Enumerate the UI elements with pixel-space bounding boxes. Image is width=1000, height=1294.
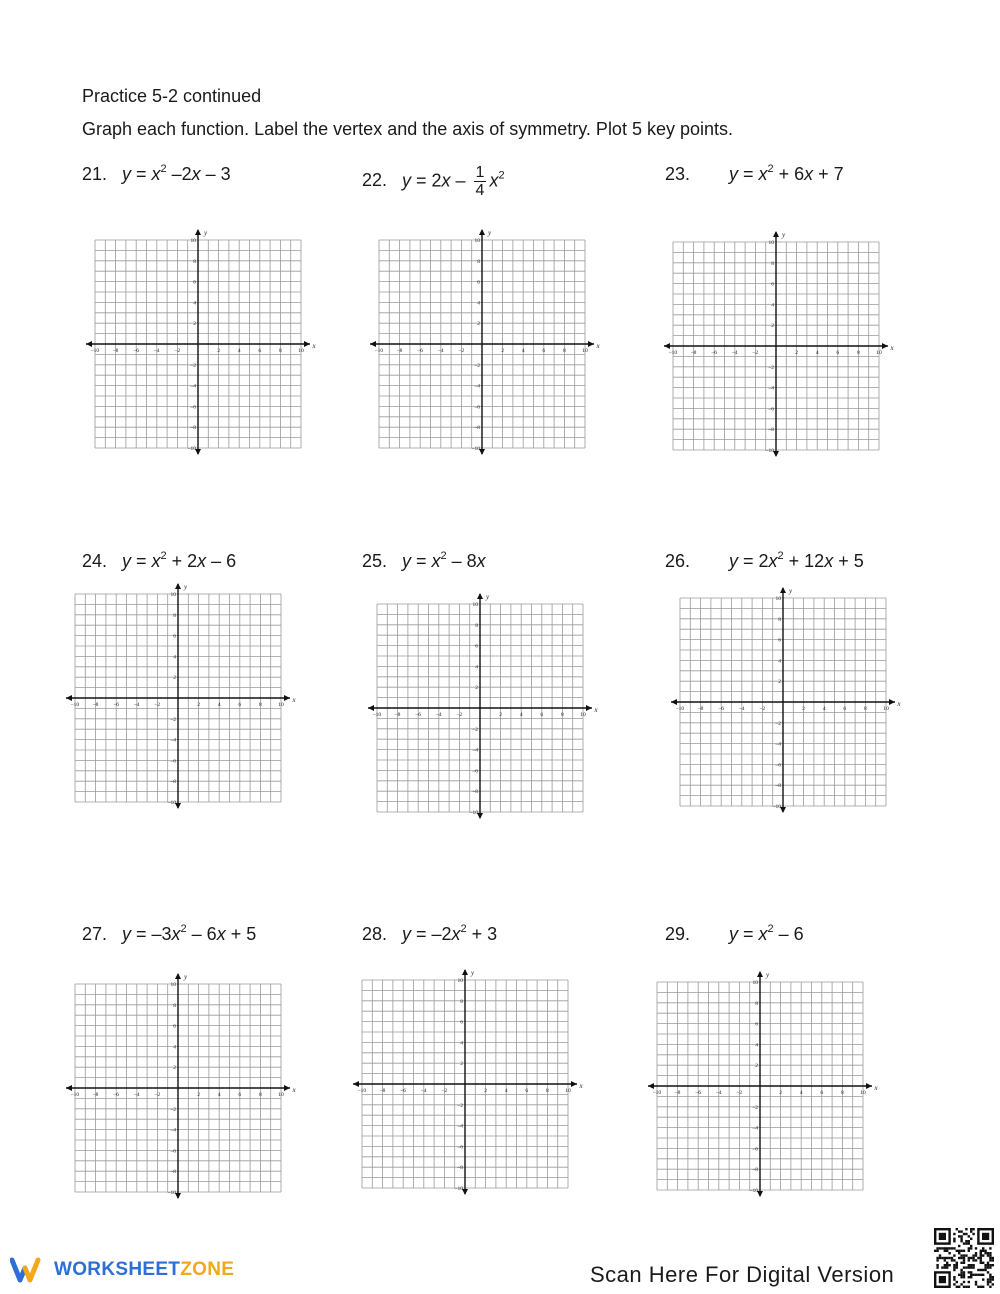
- equation-text: + 12: [783, 551, 825, 571]
- y-tick-label: –6: [472, 768, 478, 775]
- y-tick-label: 2: [778, 679, 781, 686]
- x-tick-label: –6: [113, 702, 119, 708]
- coordinate-grid[interactable]: [640, 968, 880, 1198]
- x-tick-label: –2: [154, 702, 161, 708]
- coordinate-grid[interactable]: [58, 580, 298, 810]
- y-tick-label: 8: [460, 998, 463, 1005]
- y-tick-label: 4: [173, 1044, 176, 1051]
- x-axis-label: x: [596, 342, 600, 350]
- problem-equation: [362, 164, 505, 199]
- coordinate-grid[interactable]: [360, 590, 600, 820]
- problem-equation: [362, 924, 497, 945]
- equation-text: + 5: [833, 551, 864, 571]
- x-tick-label: –6: [718, 706, 724, 712]
- exponent: 2: [498, 169, 505, 182]
- y-tick-label: –2: [472, 726, 478, 733]
- x-tick-label: –10: [668, 350, 678, 356]
- exponent: 2: [767, 163, 774, 175]
- y-tick-label: –2: [190, 362, 196, 369]
- y-tick-label: 2: [477, 321, 480, 328]
- x-tick-label: –10: [675, 706, 685, 712]
- y-tick-label: –2: [457, 1102, 463, 1109]
- y-tick-label: 6: [475, 643, 478, 650]
- x-axis-label: x: [292, 1086, 296, 1094]
- y-tick-label: 10: [775, 596, 781, 602]
- y-axis-label: y: [204, 229, 208, 237]
- y-tick-label: –6: [457, 1144, 463, 1151]
- qr-code-icon[interactable]: [934, 1228, 994, 1288]
- x-tick-label: –8: [396, 348, 403, 354]
- problem-number: 28.: [362, 924, 388, 944]
- x-tick-label: –8: [674, 1090, 681, 1096]
- x-tick-label: 8: [857, 350, 860, 356]
- equation-text: =: [131, 164, 152, 184]
- y-tick-label: 4: [477, 300, 480, 307]
- y-tick-label: –4: [190, 383, 196, 390]
- x-tick-label: 10: [860, 1090, 866, 1096]
- equation-text: =: [131, 551, 152, 571]
- x-tick-label: –6: [400, 1088, 406, 1094]
- y-tick-label: –8: [768, 427, 774, 434]
- y-tick-label: –4: [170, 737, 176, 744]
- variable: x: [431, 551, 441, 571]
- variable: x: [441, 170, 451, 191]
- problem-equation: [362, 551, 486, 572]
- y-tick-label: –8: [775, 783, 781, 790]
- variable: x: [804, 164, 814, 184]
- y-tick-label: –6: [775, 762, 781, 769]
- x-tick-label: –2: [752, 350, 759, 356]
- problem-number: 26.: [665, 551, 691, 571]
- variable: x: [151, 164, 161, 184]
- x-tick-label: –6: [695, 1090, 701, 1096]
- coordinate-grid[interactable]: [656, 228, 896, 458]
- x-tick-label: –2: [456, 712, 463, 718]
- y-tick-label: 8: [477, 258, 480, 265]
- y-tick-label: 2: [173, 675, 176, 682]
- y-tick-label: 4: [778, 658, 781, 665]
- equation-text: + 7: [813, 164, 844, 184]
- variable: y: [402, 170, 411, 191]
- x-tick-label: 2: [795, 350, 798, 356]
- y-tick-label: 8: [475, 622, 478, 629]
- y-tick-label: 8: [755, 1000, 758, 1007]
- variable: y: [729, 164, 738, 184]
- x-tick-label: –10: [374, 348, 384, 354]
- x-tick-label: 6: [542, 348, 546, 354]
- x-tick-label: 10: [565, 1088, 571, 1094]
- problem-number: 29.: [665, 924, 691, 944]
- variable: x: [451, 924, 461, 944]
- y-tick-label: 6: [193, 279, 196, 286]
- x-tick-label: 2: [197, 1092, 200, 1098]
- x-tick-label: –6: [711, 350, 717, 356]
- y-tick-label: –4: [768, 385, 774, 392]
- variable: x: [489, 170, 499, 191]
- problem-number: 27.: [82, 924, 108, 944]
- y-tick-label: 2: [193, 321, 196, 328]
- x-tick-label: 8: [563, 348, 566, 354]
- y-tick-label: –2: [775, 720, 781, 727]
- x-tick-label: 10: [580, 712, 586, 718]
- x-tick-label: 8: [561, 712, 564, 718]
- x-tick-label: 6: [820, 1090, 824, 1096]
- x-tick-label: –10: [70, 1092, 80, 1098]
- y-tick-label: –4: [775, 741, 781, 748]
- y-tick-label: 8: [193, 258, 196, 265]
- x-tick-label: –4: [739, 706, 745, 712]
- y-tick-label: –8: [170, 779, 176, 786]
- worksheet-title: Practice 5-2 continued: [82, 86, 262, 106]
- y-tick-label: 8: [173, 1002, 176, 1009]
- equation-text: =: [738, 924, 759, 944]
- x-axis-label: x: [890, 344, 894, 352]
- x-tick-label: 4: [504, 1088, 508, 1094]
- y-tick-label: 6: [755, 1021, 758, 1028]
- x-tick-label: 8: [841, 1090, 844, 1096]
- x-tick-label: –4: [134, 702, 140, 708]
- x-tick-label: –2: [441, 1088, 448, 1094]
- x-tick-label: 8: [864, 706, 867, 712]
- x-tick-label: 4: [521, 348, 525, 354]
- y-tick-label: 10: [190, 238, 196, 244]
- x-tick-label: 2: [217, 348, 220, 354]
- y-tick-label: –8: [457, 1165, 463, 1172]
- coordinate-grid[interactable]: [362, 226, 602, 456]
- fraction: $\frac{1}{4}$: [475, 164, 485, 199]
- x-tick-label: –2: [736, 1090, 743, 1096]
- equation-text: – 8: [446, 551, 477, 571]
- variable: y: [402, 551, 411, 571]
- variable: y: [402, 924, 411, 944]
- x-tick-label: –6: [417, 348, 423, 354]
- problem-number: 22.: [362, 170, 388, 191]
- x-axis-label: x: [292, 696, 296, 704]
- x-tick-label: –2: [458, 348, 465, 354]
- y-tick-label: 2: [173, 1065, 176, 1072]
- equation-text: =: [411, 551, 432, 571]
- equation-text: – 6: [186, 924, 217, 944]
- y-tick-label: 6: [477, 279, 480, 286]
- x-tick-label: –8: [92, 1092, 99, 1098]
- variable: x: [197, 551, 207, 571]
- variable: x: [768, 551, 778, 571]
- y-tick-label: –4: [474, 383, 480, 390]
- equation-text: = 2: [411, 170, 442, 191]
- x-tick-label: 10: [876, 350, 882, 356]
- x-tick-label: 4: [822, 706, 826, 712]
- y-tick-label: 6: [771, 281, 774, 288]
- y-axis-label: y: [766, 971, 770, 979]
- coordinate-grid[interactable]: [663, 584, 903, 814]
- problem-number: 21.: [82, 164, 108, 184]
- y-tick-label: 8: [778, 616, 781, 623]
- x-axis-label: x: [874, 1084, 878, 1092]
- y-tick-label: –6: [170, 1148, 176, 1155]
- y-tick-label: 10: [170, 982, 176, 988]
- equation-text: – 6: [206, 551, 237, 571]
- exponent: 2: [160, 550, 167, 562]
- exponent: 2: [180, 923, 187, 935]
- x-tick-label: 8: [279, 348, 282, 354]
- y-tick-label: 10: [768, 240, 774, 246]
- x-tick-label: –6: [113, 1092, 119, 1098]
- y-tick-label: –4: [457, 1123, 463, 1130]
- y-axis-label: y: [184, 973, 188, 981]
- y-axis-label: y: [486, 593, 490, 601]
- x-tick-label: –10: [70, 702, 80, 708]
- y-tick-label: –6: [170, 758, 176, 765]
- y-tick-label: –8: [170, 1169, 176, 1176]
- x-tick-label: 4: [799, 1090, 803, 1096]
- problem-equation: [665, 164, 844, 185]
- problem-number: 24.: [82, 551, 108, 571]
- variable: x: [191, 164, 201, 184]
- y-tick-label: 10: [457, 978, 463, 984]
- equation-text: =: [738, 164, 759, 184]
- x-tick-label: –8: [92, 702, 99, 708]
- variable: y: [729, 551, 738, 571]
- equation-text: = –3: [131, 924, 172, 944]
- y-tick-label: –10: [765, 448, 774, 454]
- variable: x: [171, 924, 181, 944]
- x-axis-label: x: [897, 700, 901, 708]
- y-tick-label: 4: [475, 664, 478, 671]
- x-tick-label: 10: [298, 348, 304, 354]
- scan-caption: Scan Here For Digital Version: [590, 1262, 895, 1287]
- y-tick-label: 6: [778, 637, 781, 644]
- y-axis-label: y: [782, 231, 786, 239]
- x-tick-label: –2: [174, 348, 181, 354]
- equation-text: + 3: [466, 924, 498, 944]
- y-tick-label: 4: [755, 1042, 758, 1049]
- worksheetzone-logo: [10, 1256, 234, 1284]
- equation-text: = –2: [411, 924, 452, 944]
- y-tick-label: 8: [173, 612, 176, 619]
- y-tick-label: –2: [768, 364, 774, 371]
- y-tick-label: –6: [752, 1146, 758, 1153]
- x-tick-label: –4: [716, 1090, 722, 1096]
- y-tick-label: –2: [752, 1104, 758, 1111]
- logo-text: WORKSHEETZONE: [54, 1259, 235, 1280]
- x-tick-label: –4: [154, 348, 160, 354]
- x-tick-label: –8: [690, 350, 697, 356]
- y-tick-label: –4: [170, 1127, 176, 1134]
- y-tick-label: –10: [454, 1186, 463, 1192]
- x-tick-label: –10: [90, 348, 100, 354]
- x-tick-label: 6: [843, 706, 847, 712]
- x-tick-label: 2: [802, 706, 805, 712]
- y-tick-label: –10: [187, 446, 196, 452]
- variable: x: [151, 551, 161, 571]
- x-tick-label: 10: [883, 706, 889, 712]
- problem-equation: [82, 924, 256, 945]
- coordinate-grid[interactable]: [58, 970, 298, 1200]
- equation-text: –2: [166, 164, 192, 184]
- y-tick-label: 8: [771, 260, 774, 267]
- y-tick-label: 6: [173, 1023, 176, 1030]
- equation-text: – 6: [773, 924, 804, 944]
- x-tick-label: –2: [154, 1092, 161, 1098]
- x-tick-label: 6: [258, 348, 262, 354]
- x-tick-label: –4: [436, 712, 442, 718]
- variable: x: [758, 164, 768, 184]
- exponent: 2: [160, 163, 167, 175]
- problem-number: 23.: [665, 164, 691, 184]
- x-tick-label: 4: [519, 712, 523, 718]
- equation-text: = 2: [738, 551, 769, 571]
- y-tick-label: 4: [771, 302, 774, 309]
- y-tick-label: 2: [771, 323, 774, 330]
- y-tick-label: 6: [460, 1019, 463, 1026]
- y-axis-label: y: [488, 229, 492, 237]
- x-tick-label: –2: [759, 706, 766, 712]
- x-tick-label: –4: [732, 350, 738, 356]
- y-tick-label: 2: [755, 1063, 758, 1070]
- x-tick-label: 2: [779, 1090, 782, 1096]
- worksheet-instructions: Graph each function. Label the vertex and the axis of symmetry. Plot 5 key points.: [82, 119, 734, 139]
- y-tick-label: –6: [190, 404, 196, 411]
- x-tick-label: –8: [394, 712, 401, 718]
- y-tick-label: –2: [170, 716, 176, 723]
- exponent: 2: [460, 923, 467, 935]
- y-axis-label: y: [471, 969, 475, 977]
- x-tick-label: 2: [484, 1088, 487, 1094]
- logo-w-icon: [10, 1256, 48, 1284]
- x-tick-label: –4: [134, 1092, 140, 1098]
- y-tick-label: –10: [167, 1190, 176, 1196]
- y-tick-label: 10: [170, 592, 176, 598]
- y-tick-label: –4: [472, 747, 478, 754]
- variable: y: [122, 164, 131, 184]
- variable: y: [729, 924, 738, 944]
- x-axis-label: x: [579, 1082, 583, 1090]
- x-tick-label: –4: [438, 348, 444, 354]
- y-axis-label: y: [184, 583, 188, 591]
- variable: y: [122, 924, 131, 944]
- y-tick-label: –10: [772, 804, 781, 810]
- y-tick-label: –2: [170, 1106, 176, 1113]
- variable: x: [758, 924, 768, 944]
- problem-equation: [82, 164, 231, 185]
- y-tick-label: –10: [749, 1188, 758, 1194]
- variable: y: [122, 551, 131, 571]
- y-axis-label: y: [789, 587, 793, 595]
- x-tick-label: –8: [379, 1088, 386, 1094]
- x-tick-label: 10: [278, 1092, 284, 1098]
- x-tick-label: 10: [278, 702, 284, 708]
- x-tick-label: 4: [815, 350, 819, 356]
- problem-equation: [665, 551, 864, 572]
- x-tick-label: 6: [836, 350, 840, 356]
- y-tick-label: 2: [475, 685, 478, 692]
- y-tick-label: 10: [474, 238, 480, 244]
- x-tick-label: 4: [217, 1092, 221, 1098]
- y-tick-label: 4: [460, 1040, 463, 1047]
- equation-text: + 2: [166, 551, 198, 571]
- y-tick-label: –2: [474, 362, 480, 369]
- exponent: 2: [440, 550, 447, 562]
- x-tick-label: 6: [540, 712, 544, 718]
- y-tick-label: 10: [472, 602, 478, 608]
- y-tick-label: –6: [474, 404, 480, 411]
- y-tick-label: –8: [190, 425, 196, 432]
- x-tick-label: –10: [372, 712, 382, 718]
- problem-equation: [82, 551, 236, 572]
- x-tick-label: 6: [525, 1088, 529, 1094]
- y-tick-label: –8: [474, 425, 480, 432]
- variable: x: [476, 551, 486, 571]
- x-tick-label: –10: [357, 1088, 367, 1094]
- y-tick-label: –4: [752, 1125, 758, 1132]
- x-tick-label: 2: [197, 702, 200, 708]
- equation-text: – 3: [200, 164, 231, 184]
- x-tick-label: –8: [697, 706, 704, 712]
- x-tick-label: –6: [415, 712, 421, 718]
- x-tick-label: –8: [112, 348, 119, 354]
- x-tick-label: 2: [499, 712, 502, 718]
- x-tick-label: 6: [238, 1092, 242, 1098]
- x-axis-label: x: [312, 342, 316, 350]
- y-tick-label: –10: [167, 800, 176, 806]
- exponent: 2: [777, 550, 784, 562]
- problem-number: 25.: [362, 551, 388, 571]
- exponent: 2: [767, 923, 774, 935]
- y-tick-label: 4: [173, 654, 176, 661]
- x-tick-label: 8: [546, 1088, 549, 1094]
- y-tick-label: 2: [460, 1061, 463, 1068]
- y-tick-label: –10: [471, 446, 480, 452]
- y-tick-label: 10: [752, 980, 758, 986]
- y-tick-label: 4: [193, 300, 196, 307]
- x-tick-label: 4: [237, 348, 241, 354]
- problem-equation: [665, 924, 804, 945]
- y-tick-label: –10: [469, 810, 478, 816]
- coordinate-grid[interactable]: [78, 226, 318, 456]
- x-tick-label: 4: [217, 702, 221, 708]
- variable: x: [824, 551, 834, 571]
- equation-text: + 5: [225, 924, 257, 944]
- x-tick-label: –10: [652, 1090, 662, 1096]
- variable: x: [216, 924, 226, 944]
- x-tick-label: 8: [259, 1092, 262, 1098]
- equation-text: + 6: [773, 164, 805, 184]
- x-tick-label: 6: [238, 702, 242, 708]
- x-tick-label: 10: [582, 348, 588, 354]
- y-tick-label: –8: [752, 1167, 758, 1174]
- y-tick-label: –6: [768, 406, 774, 413]
- y-tick-label: 6: [173, 633, 176, 640]
- x-tick-label: –6: [133, 348, 139, 354]
- coordinate-grid[interactable]: [345, 966, 585, 1196]
- x-axis-label: x: [594, 706, 598, 714]
- equation-text: –: [450, 170, 471, 191]
- y-tick-label: –8: [472, 789, 478, 796]
- x-tick-label: 2: [501, 348, 504, 354]
- x-tick-label: 8: [259, 702, 262, 708]
- x-tick-label: –4: [421, 1088, 427, 1094]
